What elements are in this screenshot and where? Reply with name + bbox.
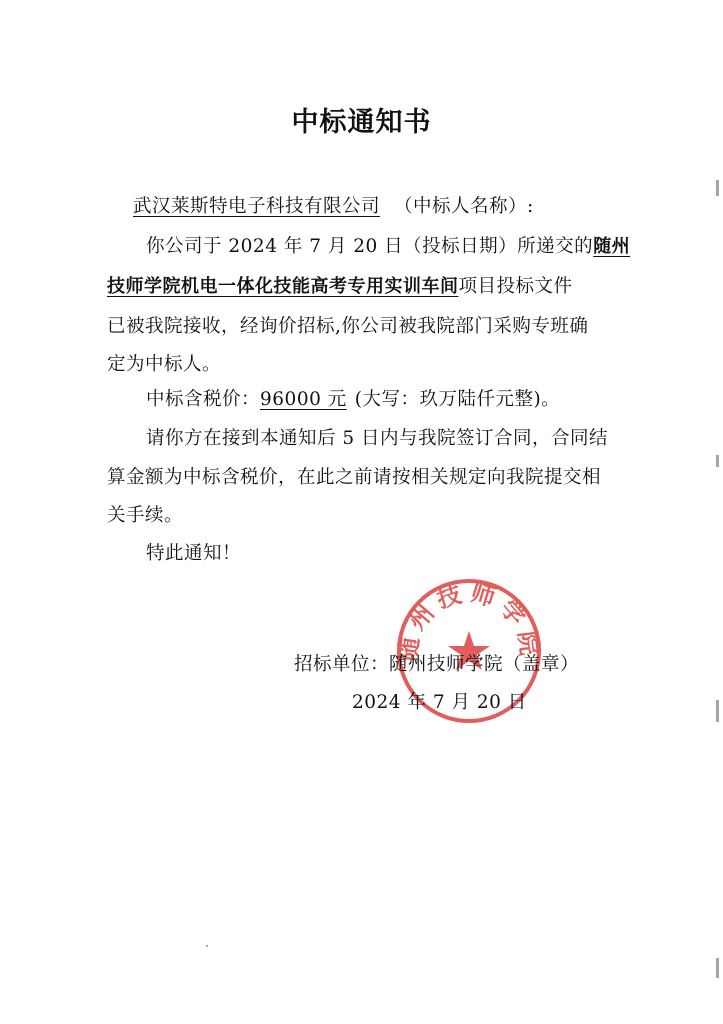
paragraph2-line1: 请你方在接到本通知后 5 日内与我院签订合同，合同结 <box>146 428 609 449</box>
price-line <box>146 385 560 411</box>
closing-line: 特此通知！ <box>146 543 242 564</box>
price-amount: 96000 元 <box>260 389 347 410</box>
paragraph1-line2: 技师学院机电一体化技能高考专用实训车间项目投标文件 <box>107 276 573 297</box>
scan-edge-mark <box>716 958 719 978</box>
project-name-part1: 随州 <box>593 236 631 257</box>
scan-speck <box>206 945 208 947</box>
paragraph1-line1: 你公司于 2024 年 7 月 20 日（投标日期）所递交的随州 <box>146 236 631 257</box>
svg-text:随州技师学院: 随州技师学院 <box>394 578 544 663</box>
project-name-part2: 技师学院机电一体化技能高考专用实训车间 <box>107 276 459 297</box>
paragraph2-line3: 关手续。 <box>107 505 184 526</box>
paragraph1-line4: 定为中标人。 <box>107 354 222 375</box>
price-label: 中标含税价： <box>146 389 261 410</box>
signature-date: 2024 年 7 月 20 日 <box>352 692 527 713</box>
recipient-company: 武汉莱斯特电子科技有限公司 <box>133 196 381 217</box>
paragraph2-line2: 算金额为中标含税价，在此之前请按相关规定向我院提交相 <box>107 467 602 488</box>
scan-edge-mark <box>716 180 719 196</box>
recipient-line <box>133 192 534 218</box>
page-title: 中标通知书 <box>291 107 432 138</box>
paragraph1-line3: 已被我院接收，经询价招标,你公司被我院部门采购专班确 <box>107 316 589 337</box>
scan-edge-mark <box>716 700 719 722</box>
scan-edge-mark <box>716 455 719 467</box>
signature-unit: 招标单位：随州技师学院（盖章） <box>294 654 580 675</box>
recipient-note: （中标人名称）: <box>394 196 534 217</box>
price-uppercase: (大写：玖万陆仟元整)。 <box>354 389 561 410</box>
